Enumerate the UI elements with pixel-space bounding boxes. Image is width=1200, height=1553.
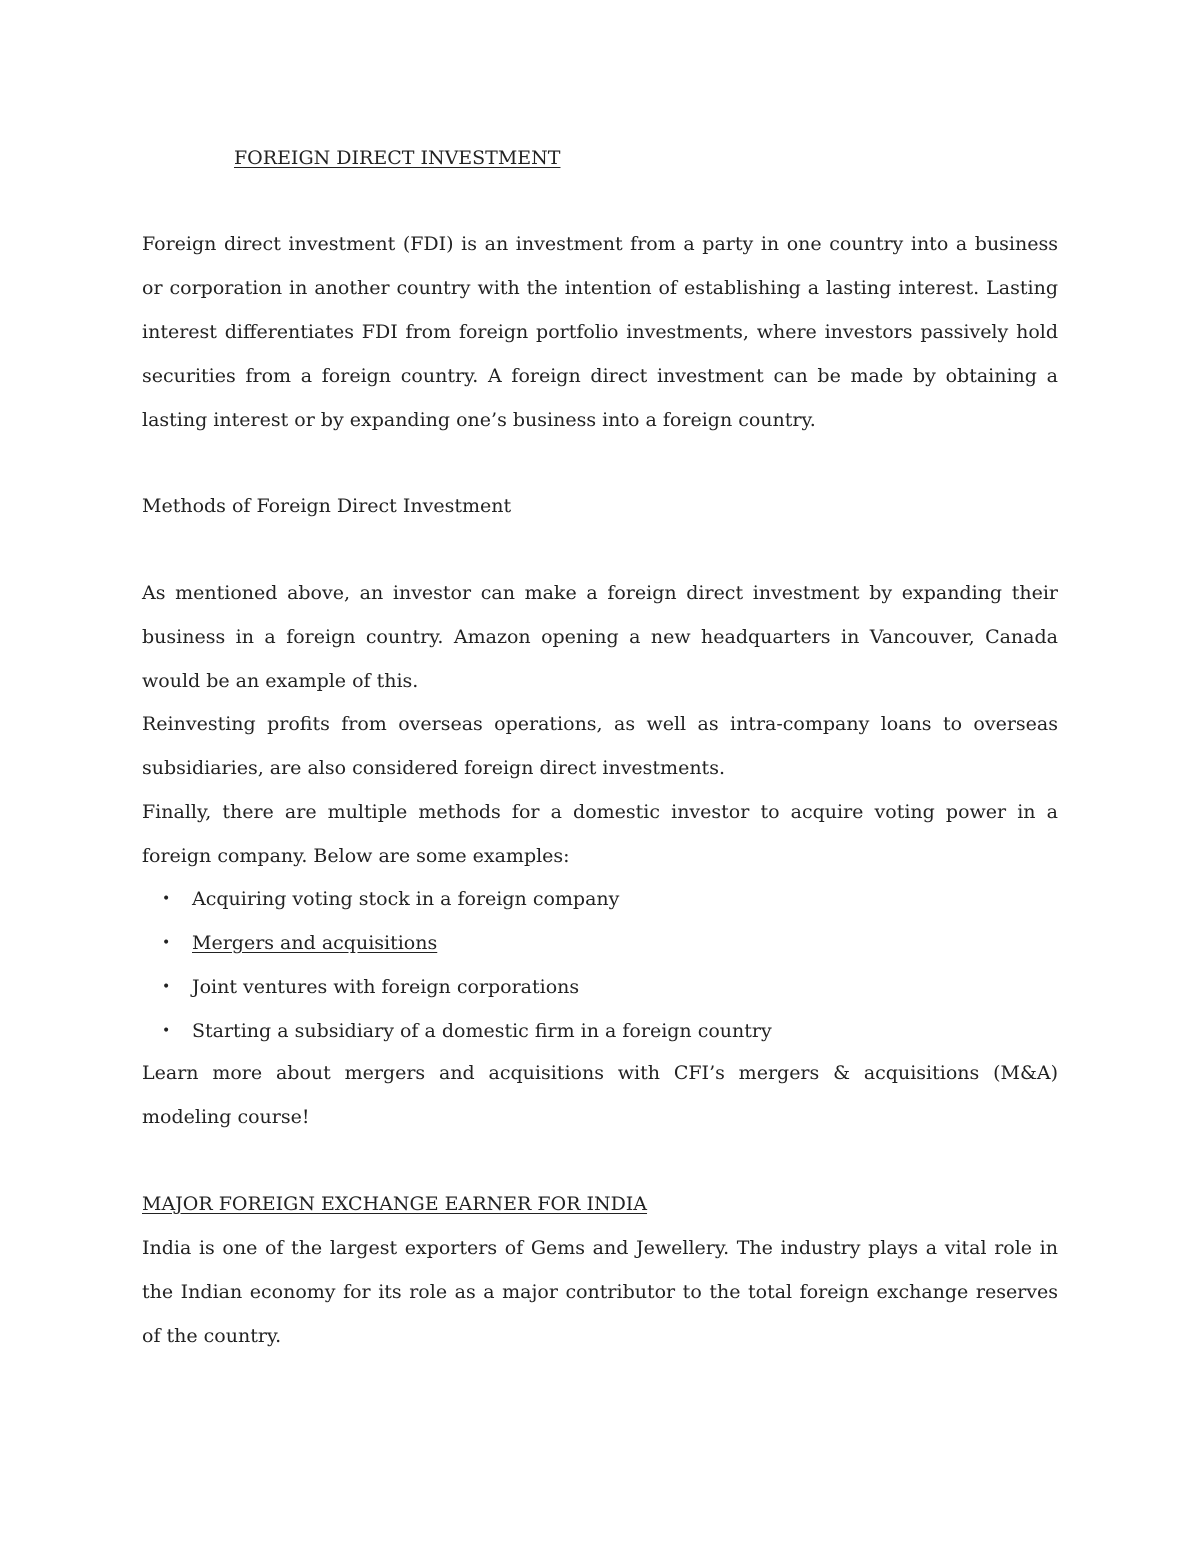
bullet-icon: • <box>162 1023 171 1039</box>
list-item-text: Starting a subsidiary of a domestic firm in a foreign country <box>192 1020 772 1042</box>
document-title: FOREIGN DIRECT INVESTMENT <box>234 147 561 169</box>
methods-paragraph-3: Finally, there are multiple methods for a domestic investor to acquire voting power in a foreign company. Below are some examples: <box>142 801 1058 867</box>
mergers-acquisitions-link[interactable]: Mergers and acquisitions <box>192 932 438 954</box>
list-item-text: Joint ventures with foreign corporations <box>192 976 580 998</box>
list-item <box>142 921 772 965</box>
bullet-icon: • <box>162 891 171 907</box>
list-item <box>142 965 772 1009</box>
intro-paragraph: Foreign direct investment (FDI) is an investment from a party in one country into a business or corporation in another country with the intention of establishing a lasting interest. Lasting interest differentiates FDI from foreign portfolio investments, where investors passively hold securities from a foreign country. A foreign direct investment can be made by obtaining a lasting interest or by expanding one’s business into a foreign country. <box>142 233 1058 431</box>
list-item-text: Acquiring voting stock in a foreign company <box>192 888 620 910</box>
methods-heading: Methods of Foreign Direct Investment <box>142 495 512 517</box>
list-item <box>142 1009 772 1053</box>
learn-more-paragraph: Learn more about mergers and acquisitions with CFI’s mergers & acquisitions (M&A) modeling course! <box>142 1062 1058 1128</box>
earner-heading: MAJOR FOREIGN EXCHANGE EARNER FOR INDIA <box>142 1193 648 1215</box>
bullet-icon: • <box>162 935 171 951</box>
examples-list <box>142 877 772 1053</box>
methods-paragraph-1: As mentioned above, an investor can make a foreign direct investment by expanding their business in a foreign country. Amazon opening a new headquarters in Vancouver, Canada would be an example of this. <box>142 582 1058 692</box>
methods-paragraph-2: Reinvesting profits from overseas operations, as well as intra-company loans to overseas subsidiaries, are also considered foreign direct investments. <box>142 713 1058 779</box>
bullet-icon: • <box>162 979 171 995</box>
list-item <box>142 877 772 921</box>
earner-paragraph: India is one of the largest exporters of Gems and Jewellery. The industry plays a vital role in the Indian economy for its role as a major contributor to the total foreign exchange reserves of the country. <box>142 1237 1058 1347</box>
